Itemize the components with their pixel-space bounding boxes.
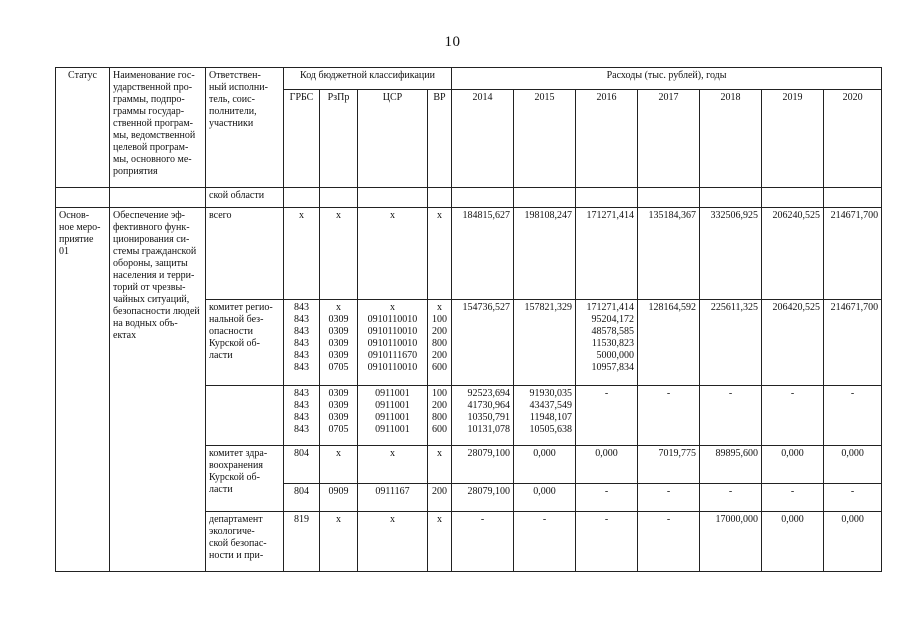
grbs-cell: 804 <box>284 446 320 484</box>
value-cell: 28079,100 <box>452 484 514 512</box>
header-expenses: Расходы (тыс. рублей), годы <box>452 68 882 90</box>
value-cell: 17000,000 <box>700 512 762 572</box>
value-cell: 154736,527 <box>452 300 514 386</box>
value-cell: - <box>762 386 824 446</box>
value-cell: - <box>576 484 638 512</box>
header-csr: ЦСР <box>358 90 428 188</box>
value-cell: - <box>576 512 638 572</box>
value-cell: 128164,592 <box>638 300 700 386</box>
value-cell: 171271,414 95204,172 48578,585 11530,823 5000,000 10957,834 <box>576 300 638 386</box>
value-cell: 0,000 <box>762 446 824 484</box>
value-cell: 206240,525 <box>762 208 824 300</box>
executor-cell <box>206 386 284 446</box>
value-cell: 0,000 <box>576 446 638 484</box>
measure-name-cell: Обеспечение эф- фективного функ- ционирования си- стемы гражданской обороны, защиты населения и терри- торий от чрезвы- чайных ситуаций, безопасности людей на водных объ- ектах <box>110 208 206 572</box>
value-cell: 92523,694 41730,964 10350,791 10131,078 <box>452 386 514 446</box>
grbs-cell: х <box>284 208 320 300</box>
csr-cell: х <box>358 446 428 484</box>
header-year: 2015 <box>514 90 576 188</box>
header-year: 2017 <box>638 90 700 188</box>
vr-cell: х 100 200 800 200 600 <box>428 300 452 386</box>
header-grbs: ГРБС <box>284 90 320 188</box>
value-cell: - <box>762 484 824 512</box>
value-cell: 28079,100 <box>452 446 514 484</box>
executor-cell: департамент экологиче- ской безопас- ности и при- <box>206 512 284 572</box>
table-row <box>56 208 882 300</box>
header-budget-code: Код бюджетной классификации <box>284 68 452 90</box>
vr-cell: 100 200 800 600 <box>428 386 452 446</box>
executor-cell: всего <box>206 208 284 300</box>
rzpr-cell: х 0309 0309 0309 0309 0705 <box>320 300 358 386</box>
page-number: 10 <box>444 34 461 50</box>
value-cell: - <box>824 484 882 512</box>
value-cell: 214671,700 <box>824 208 882 300</box>
value-cell: 332506,925 <box>700 208 762 300</box>
executor-cell: комитет регио- нальной без- опасности Курской об- ласти <box>206 300 284 386</box>
csr-cell: х 0910110010 0910110010 0910110010 0910111670 0910110010 <box>358 300 428 386</box>
empty-cell <box>110 188 206 208</box>
header-year: 2016 <box>576 90 638 188</box>
header-executors: Ответствен- ный исполни- тель, соис- полнители, участники <box>206 68 284 188</box>
header-program-name: Наименование гос- ударственной про- граммы, подпро- граммы государ- ственной програм- мы, ведомственной целевой програм- мы, основного ме- роприятия <box>110 68 206 188</box>
csr-cell: х <box>358 208 428 300</box>
value-cell: - <box>700 386 762 446</box>
empty-cell <box>56 188 110 208</box>
value-cell: 184815,627 <box>452 208 514 300</box>
status-cell: Основ- ное меро- приятие 01 <box>56 208 110 572</box>
header-status: Статус <box>56 68 110 188</box>
value-cell: - <box>514 512 576 572</box>
executor-cell: комитет здра- воохранения Курской об- ласти <box>206 446 284 512</box>
csr-cell: 0911001 0911001 0911001 0911001 <box>358 386 428 446</box>
rzpr-cell: х <box>320 208 358 300</box>
value-cell: 206420,525 <box>762 300 824 386</box>
rzpr-cell: х <box>320 512 358 572</box>
rzpr-cell: х <box>320 446 358 484</box>
rzpr-cell: 0909 <box>320 484 358 512</box>
header-rzpr: РзПр <box>320 90 358 188</box>
header-year: 2019 <box>762 90 824 188</box>
value-cell: 157821,329 <box>514 300 576 386</box>
vr-cell: х <box>428 446 452 484</box>
value-cell: 225611,325 <box>700 300 762 386</box>
vr-cell: х <box>428 208 452 300</box>
header-vr: ВР <box>428 90 452 188</box>
value-cell: - <box>700 484 762 512</box>
executor-cell: ской области <box>206 188 284 208</box>
value-cell: 198108,247 <box>514 208 576 300</box>
vr-cell: х <box>428 512 452 572</box>
header-year: 2014 <box>452 90 514 188</box>
value-cell: 0,000 <box>824 446 882 484</box>
value-cell: - <box>824 386 882 446</box>
rzpr-cell: 0309 0309 0309 0705 <box>320 386 358 446</box>
value-cell: - <box>576 386 638 446</box>
value-cell: - <box>638 386 700 446</box>
value-cell: 0,000 <box>824 512 882 572</box>
csr-cell: х <box>358 512 428 572</box>
table-row <box>56 188 882 208</box>
value-cell: 135184,367 <box>638 208 700 300</box>
grbs-cell: 843 843 843 843 <box>284 386 320 446</box>
value-cell: - <box>638 512 700 572</box>
grbs-cell: 819 <box>284 512 320 572</box>
grbs-cell: 843 843 843 843 843 843 <box>284 300 320 386</box>
header-year: 2020 <box>824 90 882 188</box>
grbs-cell: 804 <box>284 484 320 512</box>
value-cell: 171271,414 <box>576 208 638 300</box>
csr-cell: 0911167 <box>358 484 428 512</box>
value-cell: - <box>452 512 514 572</box>
header-year: 2018 <box>700 90 762 188</box>
value-cell: 91930,035 43437,549 11948,107 10505,638 <box>514 386 576 446</box>
value-cell: 214671,700 <box>824 300 882 386</box>
value-cell: 0,000 <box>514 446 576 484</box>
value-cell: 0,000 <box>514 484 576 512</box>
value-cell: 7019,775 <box>638 446 700 484</box>
budget-table <box>55 67 882 572</box>
value-cell: - <box>638 484 700 512</box>
value-cell: 0,000 <box>762 512 824 572</box>
value-cell: 89895,600 <box>700 446 762 484</box>
vr-cell: 200 <box>428 484 452 512</box>
